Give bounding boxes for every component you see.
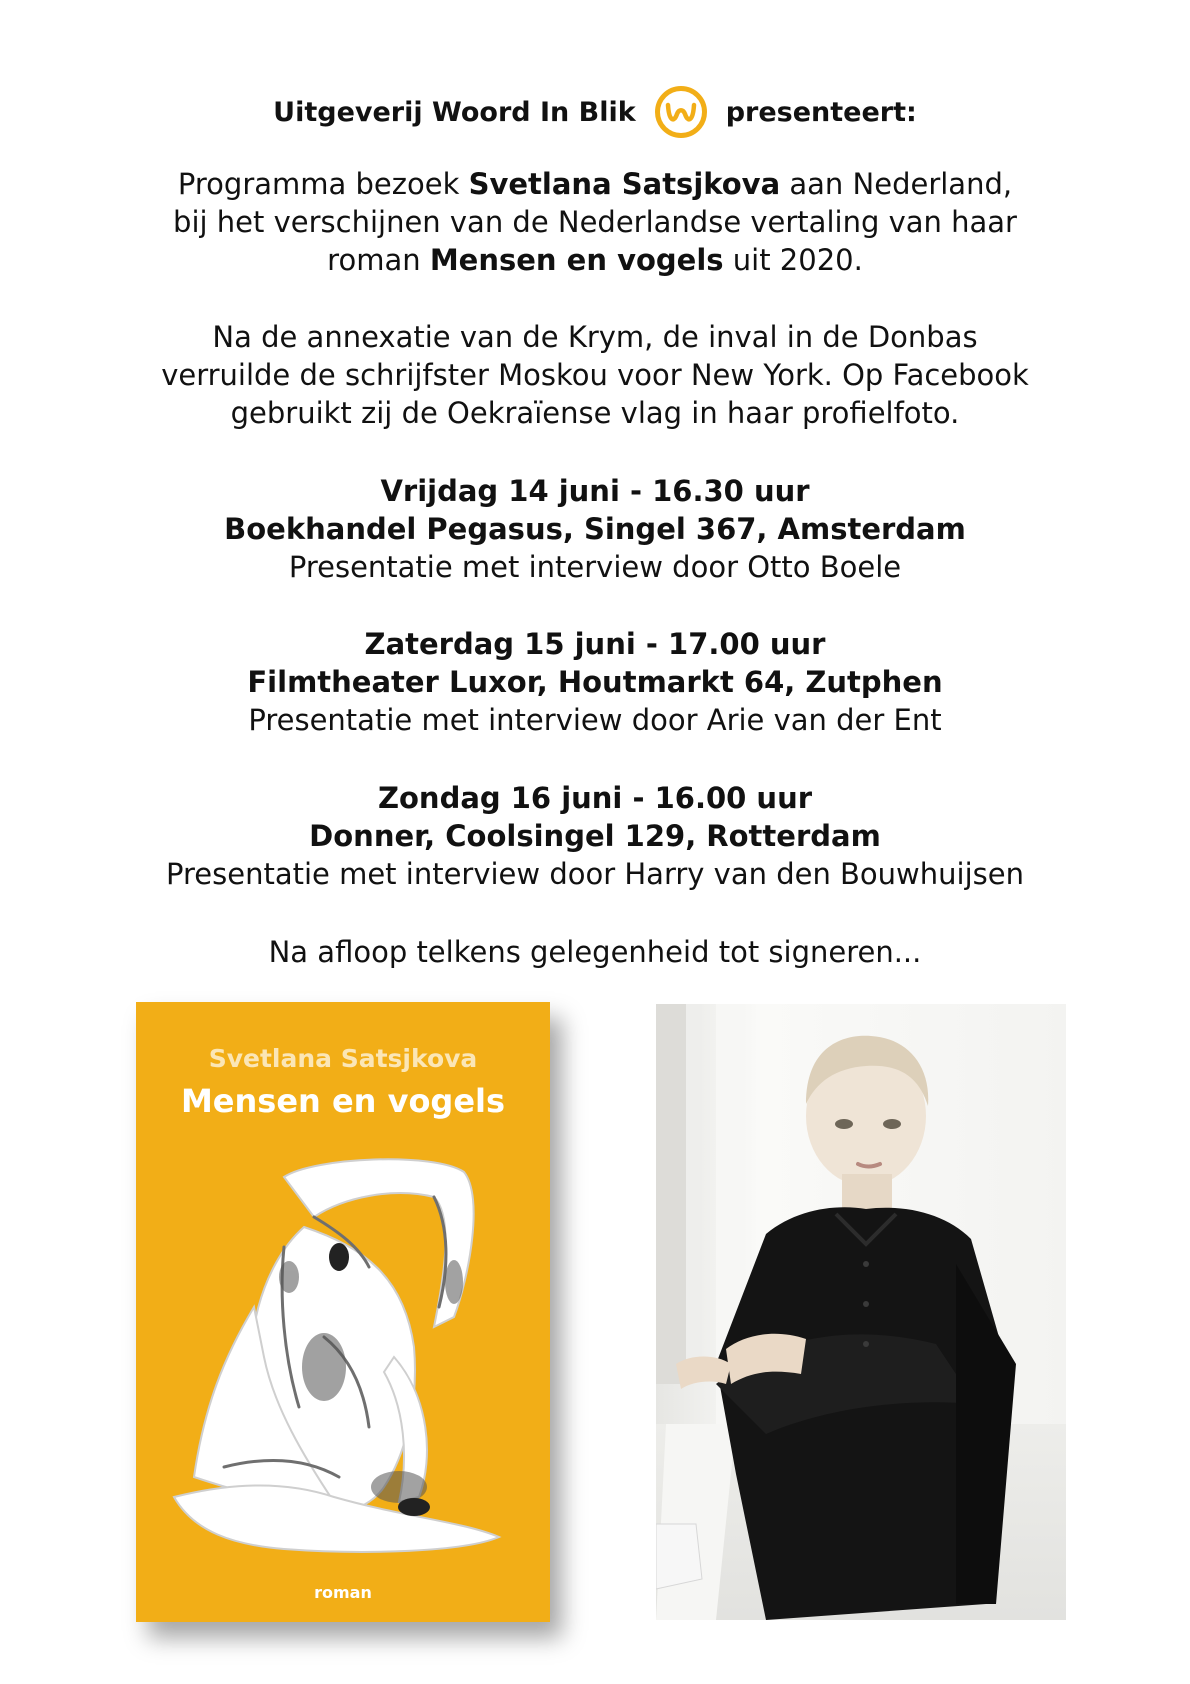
event-block — [0, 472, 1190, 586]
woord-in-blik-logo-icon — [654, 85, 708, 139]
intro-text: aan Nederland, — [780, 167, 1013, 201]
intro-text: roman — [327, 243, 430, 277]
closing-note — [0, 933, 1190, 971]
author-photo — [656, 1004, 1066, 1620]
intro-text: uit 2020. — [723, 243, 863, 277]
cover-footer: roman — [314, 1583, 372, 1602]
book-cover — [136, 1002, 550, 1622]
context-text: Na de annexatie van de Krym, de inval in de Donbas — [212, 320, 978, 354]
header — [0, 86, 1190, 138]
event-date-time: Zaterdag 15 juni - 17.00 uur — [364, 627, 826, 661]
intro-paragraph — [0, 165, 1190, 279]
cover-illustration — [164, 1157, 504, 1557]
event-description: Presentatie met interview door Otto Boele — [288, 550, 902, 584]
context-text: gebruikt zij de Oekraïense vlag in haar profielfoto. — [230, 396, 960, 430]
event-venue: Filmtheater Luxor, Houtmarkt 64, Zutphen — [247, 665, 943, 699]
event-block — [0, 779, 1190, 893]
intro-text: bij het verschijnen van de Nederlandse vertaling van haar — [173, 205, 1017, 239]
context-text: verruilde de schrijfster Moskou voor New York. Op Facebook — [161, 358, 1029, 392]
presents-label: presenteert: — [725, 96, 917, 128]
event-date-time: Zondag 16 juni - 16.00 uur — [377, 781, 813, 815]
author-name: Svetlana Satsjkova — [468, 167, 781, 201]
publisher-name: Uitgeverij Woord In Blik — [273, 96, 636, 128]
event-date-time: Vrijdag 14 juni - 16.30 uur — [380, 474, 810, 508]
event-block — [0, 625, 1190, 739]
cover-author: Svetlana Satsjkova — [208, 1044, 478, 1073]
intro-text: Programma bezoek — [177, 167, 469, 201]
book-title: Mensen en vogels — [429, 243, 724, 277]
closing-text: Na afloop telkens gelegenheid tot signeren... — [268, 935, 922, 969]
author-photo-image — [656, 1004, 1066, 1620]
event-description: Presentatie met interview door Harry van den Bouwhuijsen — [166, 857, 1024, 891]
cover-title: Mensen en vogels — [180, 1082, 506, 1120]
event-venue: Donner, Coolsingel 129, Rotterdam — [309, 819, 881, 853]
event-venue: Boekhandel Pegasus, Singel 367, Amsterdam — [224, 512, 966, 546]
context-paragraph — [0, 318, 1190, 432]
event-description: Presentatie met interview door Arie van der Ent — [248, 703, 942, 737]
